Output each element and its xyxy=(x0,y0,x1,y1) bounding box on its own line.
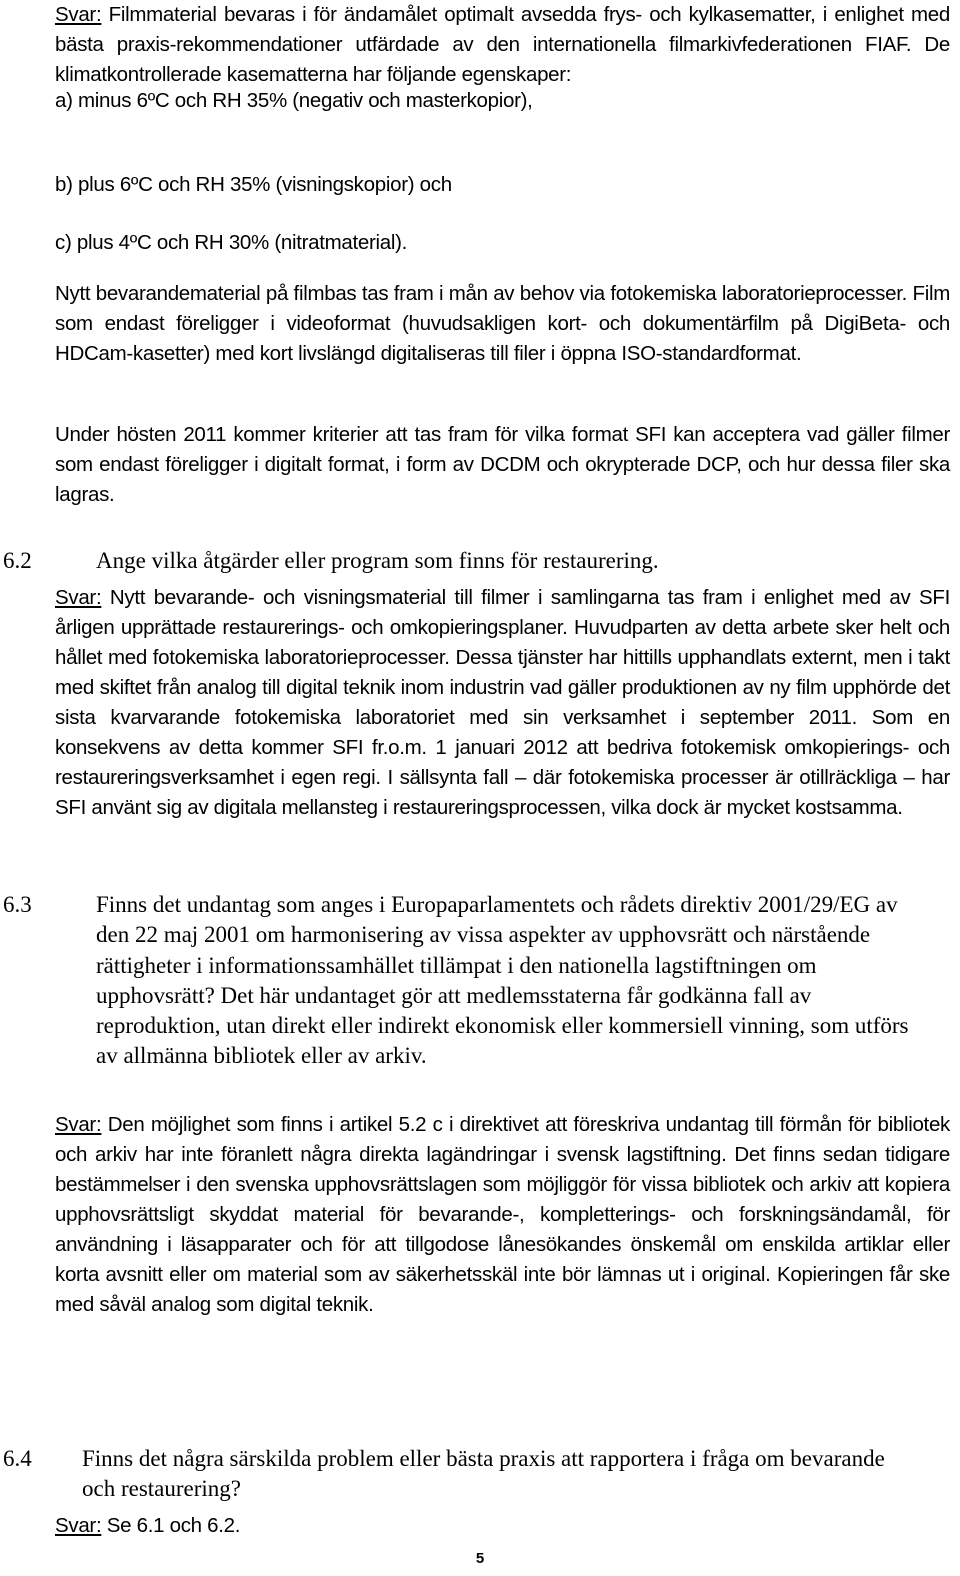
question-6-3: Finns det undantag som anges i Europaparlamentets och rådets direktiv 2001/29/EG av den 22 maj 2001 om harmonisering av vissa aspekter av upphovsrätt och närstående rättigheter i informationssamhället tillämpat i den nationella lagstiftningen om upphovsrätt? Det här undantaget gör att medlemsstaterna får godkänna fall av reproduktion, utan direkt eller indirekt ekonomisk eller kommersiell vinning, som utförs av allmänna bibliotek eller av arkiv. xyxy=(96,892,909,1069)
question-6-4 xyxy=(82,1444,912,1505)
storage-list-item-b: b) plus 6ºC och RH 35% (visningskopior) och xyxy=(55,173,452,196)
answer-label: Svar: xyxy=(55,3,102,26)
question-number-6-2: 6.2 xyxy=(3,548,32,573)
answer-text: Se 6.1 och 6.2. xyxy=(101,1514,241,1537)
answer-text: Filmmaterial bevaras i för ändamålet optimalt avsedda frys- och kylkasematter, i enlighet med bästa praxis-rekommendationer utfärdade av den internationella filmarkivfederationen FIAF. De klimatkontrollerade kasematterna har följande egenskaper: xyxy=(55,3,950,86)
answer-6-2 xyxy=(55,583,950,823)
intro-paragraph-3: Under hösten 2011 kommer kriterier att tas fram för vilka format SFI kan acceptera vad gäller filmer som endast föreligger i digitalt format, i form av DCDM och okrypterade DCP, och hur dessa filer ska lagras. xyxy=(55,423,950,506)
question-number-6-3: 6.3 xyxy=(3,892,32,917)
answer-6-3 xyxy=(55,1110,950,1320)
storage-list-item-a: a) minus 6ºC och RH 35% (negativ och masterkopior), xyxy=(55,89,533,112)
storage-list-item-c: c) plus 4ºC och RH 30% (nitratmaterial). xyxy=(55,231,408,254)
answer-label: Svar: xyxy=(55,1113,102,1136)
intro-paragraph-2: Nytt bevarandematerial på filmbas tas fram i mån av behov via fotokemiska laboratorieprocesser. Film som endast föreligger i videoformat (huvudsakligen kort- och dokumentärfilm på DigiBeta- och HDCam-kasetter) med kort livslängd digitaliseras till filer i öppna ISO-standardformat. xyxy=(55,282,950,365)
answer-label: Svar: xyxy=(55,1514,102,1537)
answer-text: Nytt bevarande- och visningsmaterial till filmer i samlingarna tas fram i enlighet med av SFI årligen upprättade restaurerings- och omkopieringsplaner. Huvudparten av detta arbete sker helt och hållet med fotokemiska laboratorieprocesser. Dessa tjänster har hittills upphandlats externt, men i takt med skiftet från analog till digital teknik inom industrin vad gäller produktionen av ny film upphörde det sista kvarvarande fotokemiska laboratoriet med sin verksamhet i september 2011. Som en konsekvens av detta kommer SFI fr.o.m. 1 januari 2012 att bedriva fotokemisk omkopierings- och restaureringsverksamhet i egen regi. I sällsynta fall – där fotokemiska processer är otillräckliga – har SFI använt sig av digitala mellansteg i restaureringsprocessen, vilka dock är mycket kostsamma. xyxy=(55,586,950,819)
question-6-4-text: Finns det några särskilda problem eller bästa praxis att rapportera i fråga om bevarande och restaurering? xyxy=(82,1446,885,1502)
answer-6-4 xyxy=(55,1511,950,1541)
intro-answer xyxy=(55,0,950,90)
question-6-2: Ange vilka åtgärder eller program som finns för restaurering. xyxy=(96,548,659,573)
answer-label: Svar: xyxy=(55,586,102,609)
answer-text: Den möjlighet som finns i artikel 5.2 c i direktivet att föreskriva undantag till förmån för bibliotek och arkiv har inte föranlett några direkta lagändringar i svensk lagstiftning. Det finns sedan tidigare bestämmelser i den svenska upphovsrättslagen som möjliggör för vissa bibliotek och arkiv att kopiera upphovsrättsligt skyddat material för bevarande-, kompletterings- och forskningsändamål, för användning i läsapparater och för att tillgodose lånesökandes önskemål om enskilda artiklar eller korta avsnitt eller om material som av säkerhetsskäl inte bör lämnas ut i original. Kopieringen får ske med såväl analog som digital teknik. xyxy=(55,1113,950,1316)
question-number-6-4: 6.4 xyxy=(3,1446,32,1471)
page-number: 5 xyxy=(475,1550,485,1567)
